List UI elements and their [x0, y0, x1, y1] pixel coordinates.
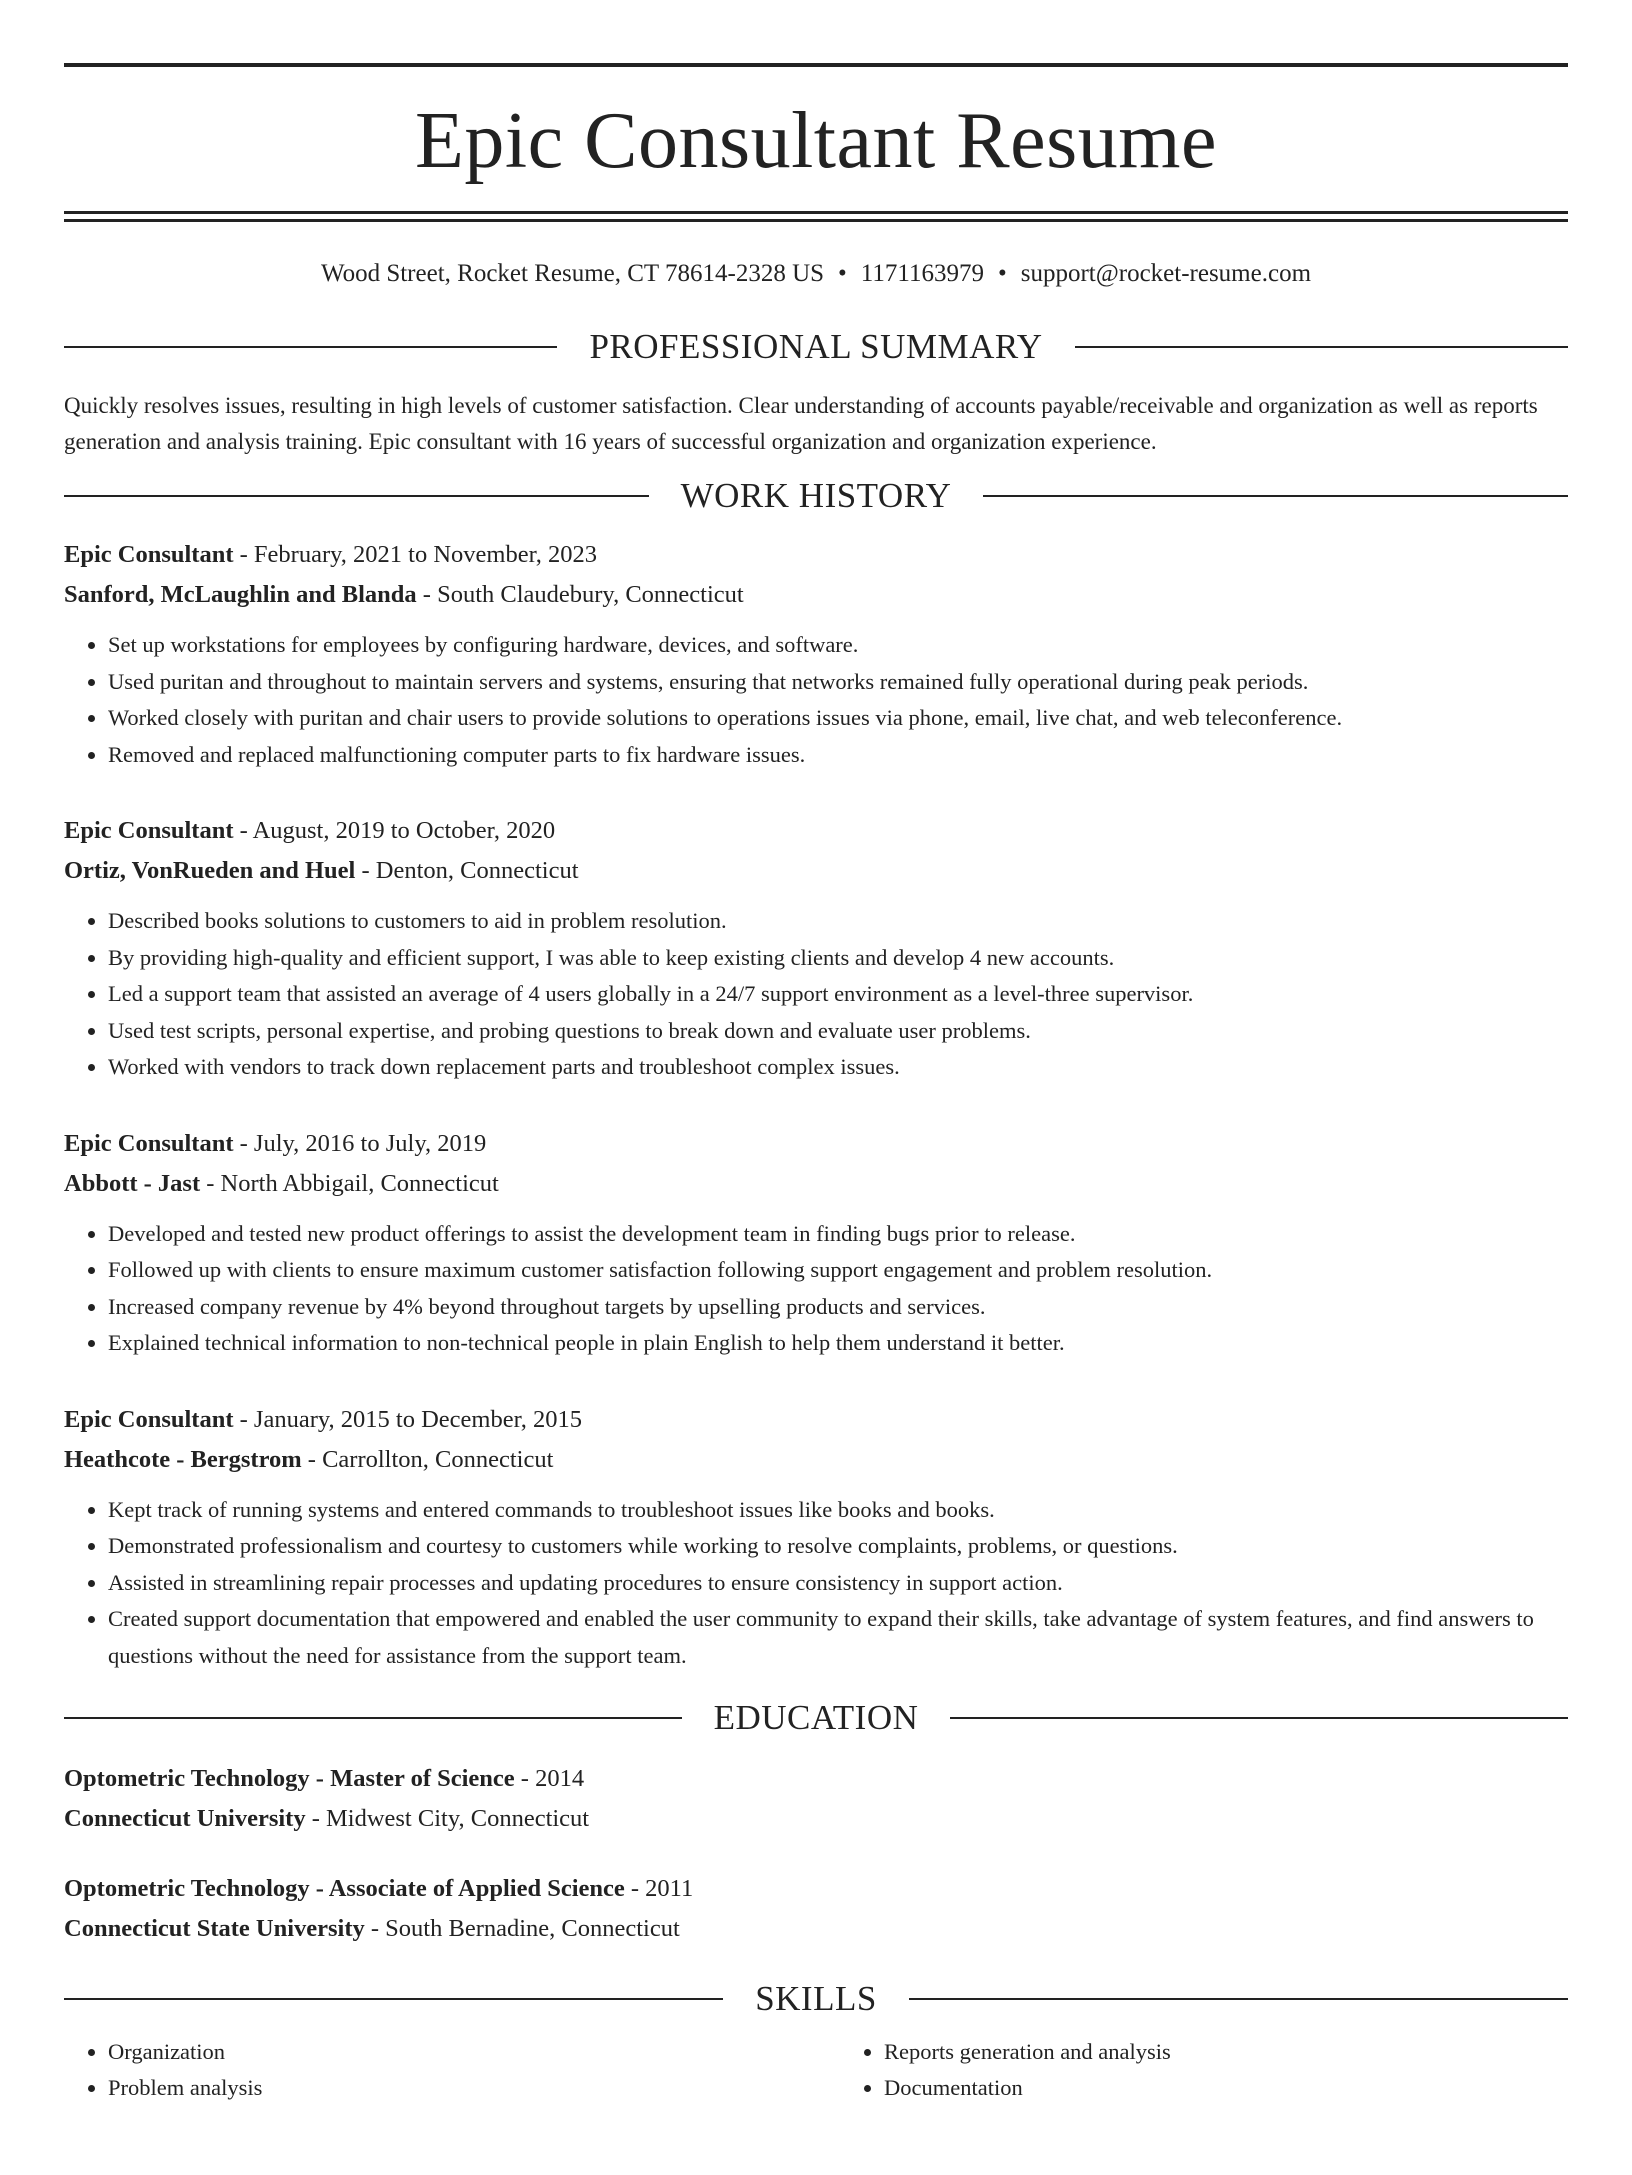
education-school-line	[64, 1909, 1568, 1949]
section-rule	[909, 1998, 1568, 2000]
job-bullet: • Increased company revenue by 4% beyond throughout targets by upselling products and services.	[108, 1289, 1568, 1326]
job-title: Epic Consultant	[64, 1405, 234, 1433]
job-location: - Carrollton, Connecticut	[301, 1445, 554, 1473]
section-rule	[64, 1717, 682, 1719]
job-title-line	[64, 535, 1568, 575]
section-rule	[64, 346, 557, 348]
section-title-summary: PROFESSIONAL SUMMARY	[589, 327, 1043, 366]
education-degree-line	[64, 1759, 1568, 1799]
job-bullet: • Created support documentation that empowered and enabled the user community to expand their skills, take advantage of system features, and find answers to questions without the need for assistance from the support team.	[108, 1601, 1568, 1674]
section-rule	[983, 495, 1568, 497]
education-degree: Optometric Technology - Master of Science	[64, 1765, 515, 1792]
job-bullet: • Developed and tested new product offerings to assist the development team in finding bugs prior to release.	[108, 1216, 1568, 1253]
job-location: - South Claudebury, Connecticut	[416, 581, 744, 608]
section-title-work: WORK HISTORY	[680, 476, 952, 515]
job-title: Epic Consultant	[64, 817, 234, 844]
resume-title: Epic Consultant Resume	[414, 97, 1217, 185]
job-bullet: • Worked with vendors to track down replacement parts and troubleshoot complex issues.	[108, 1049, 1568, 1086]
education-location: - South Bernadine, Connecticut	[364, 1915, 680, 1942]
contact-line	[64, 259, 1568, 289]
job-company: Abbott - Jast	[64, 1169, 201, 1197]
education-entry	[64, 1869, 1568, 1949]
skills-column-right	[840, 2034, 1568, 2106]
job-bullet: • Explained technical information to non-technical people in plain English to help them understand it better.	[108, 1325, 1568, 1362]
skill-item: • Problem analysis	[108, 2070, 792, 2106]
job-bullet: • Kept track of running systems and entered commands to troubleshoot issues like books and books.	[108, 1492, 1568, 1529]
job-bullet: • Worked closely with puritan and chair users to provide solutions to operations issues via phone, email, live chat, and web teleconference.	[108, 700, 1568, 737]
job-location: - North Abbigail, Connecticut	[200, 1169, 499, 1197]
job-bullet: • Demonstrated professionalism and courtesy to customers while working to resolve complaints, problems, or questions.	[108, 1528, 1568, 1565]
job-title-line	[64, 811, 1568, 851]
job-entry	[64, 1400, 1568, 1675]
contact-phone[interactable]: 1171163979	[860, 260, 984, 287]
section-header-work	[64, 478, 1568, 513]
skill-item: • Reports generation and analysis	[884, 2034, 1568, 2070]
education-year: - 2011	[624, 1875, 694, 1902]
job-company: Heathcote - Bergstrom	[64, 1445, 302, 1473]
job-entry	[64, 535, 1568, 773]
skills-column-left	[64, 2034, 792, 2106]
job-bullet: • Used test scripts, personal expertise, and probing questions to break down and evaluate user problems.	[108, 1013, 1568, 1050]
job-bullet: • Set up workstations for employees by configuring hardware, devices, and software.	[108, 627, 1568, 664]
job-bullets	[64, 903, 1568, 1086]
section-rule	[950, 1717, 1568, 1719]
contact-address: Wood Street, Rocket Resume, CT 78614-2328 US	[320, 260, 825, 287]
job-company-line	[64, 1440, 1568, 1480]
double-rule	[64, 211, 1568, 222]
summary-text: Quickly resolves issues, resulting in high levels of customer satisfaction. Clear understanding of accounts payable/receivable and organization as well as reports generation and analysis training. Epic consultant with 16 years of successful organization and organization experience.	[64, 393, 1538, 454]
job-bullet: • Assisted in streamlining repair processes and updating procedures to ensure consistency in support action.	[108, 1565, 1568, 1602]
job-title: Epic Consultant	[64, 1129, 234, 1157]
job-title-line	[64, 1124, 1568, 1164]
education-school: Connecticut University	[64, 1805, 306, 1832]
job-bullet: • Removed and replaced malfunctioning computer parts to fix hardware issues.	[108, 737, 1568, 774]
education-entry	[64, 1759, 1568, 1839]
section-header-summary	[64, 329, 1568, 364]
job-bullets	[64, 1492, 1568, 1675]
job-company-line	[64, 1164, 1568, 1204]
job-dates: - February, 2021 to November, 2023	[233, 541, 598, 568]
education-degree-line	[64, 1869, 1568, 1909]
job-bullet: • Led a support team that assisted an average of 4 users globally in a 24/7 support environment as a level-three supervisor.	[108, 976, 1568, 1013]
skill-item: • Organization	[108, 2034, 792, 2070]
job-bullet: • By providing high-quality and efficient support, I was able to keep existing clients and develop 4 new accounts.	[108, 940, 1568, 977]
job-entry	[64, 1124, 1568, 1362]
contact-separator: •	[997, 260, 1007, 287]
job-bullet: • Used puritan and throughout to maintain servers and systems, ensuring that networks remained fully operational during peak periods.	[108, 664, 1568, 701]
job-bullet: • Described books solutions to customers to aid in problem resolution.	[108, 903, 1568, 940]
section-header-education	[64, 1700, 1568, 1735]
section-rule	[64, 495, 649, 497]
job-entry	[64, 811, 1568, 1086]
education-school-line	[64, 1799, 1568, 1839]
section-title-education: EDUCATION	[713, 1698, 919, 1737]
education-year: - 2014	[514, 1765, 585, 1792]
job-bullets	[64, 627, 1568, 773]
resume-page	[0, 63, 1632, 2175]
job-dates: - August, 2019 to October, 2020	[233, 817, 556, 844]
job-dates: - January, 2015 to December, 2015	[233, 1405, 583, 1433]
section-rule	[1075, 346, 1568, 348]
job-company-line	[64, 851, 1568, 891]
skill-item: • Documentation	[884, 2070, 1568, 2106]
section-rule	[64, 1998, 723, 2000]
education-location: - Midwest City, Connecticut	[305, 1805, 590, 1832]
contact-email[interactable]: support@rocket-resume.com	[1020, 260, 1312, 287]
job-title: Epic Consultant	[64, 541, 234, 568]
job-company: Sanford, McLaughlin and Blanda	[64, 581, 417, 608]
section-title-skills: SKILLS	[755, 1979, 877, 2018]
job-bullet: • Followed up with clients to ensure maximum customer satisfaction following support engagement and problem resolution.	[108, 1252, 1568, 1289]
section-header-skills	[64, 1981, 1568, 2016]
skills-list	[64, 2034, 1568, 2106]
job-bullets	[64, 1216, 1568, 1362]
top-rule	[64, 63, 1568, 67]
education-school: Connecticut State University	[64, 1915, 365, 1942]
contact-separator: •	[838, 260, 847, 287]
education-degree: Optometric Technology - Associate of Applied Science	[64, 1875, 625, 1902]
job-location: - Denton, Connecticut	[355, 857, 579, 884]
job-title-line	[64, 1400, 1568, 1440]
job-company: Ortiz, VonRueden and Huel	[64, 857, 356, 884]
job-company-line	[64, 575, 1568, 615]
job-dates: - July, 2016 to July, 2019	[233, 1129, 487, 1157]
